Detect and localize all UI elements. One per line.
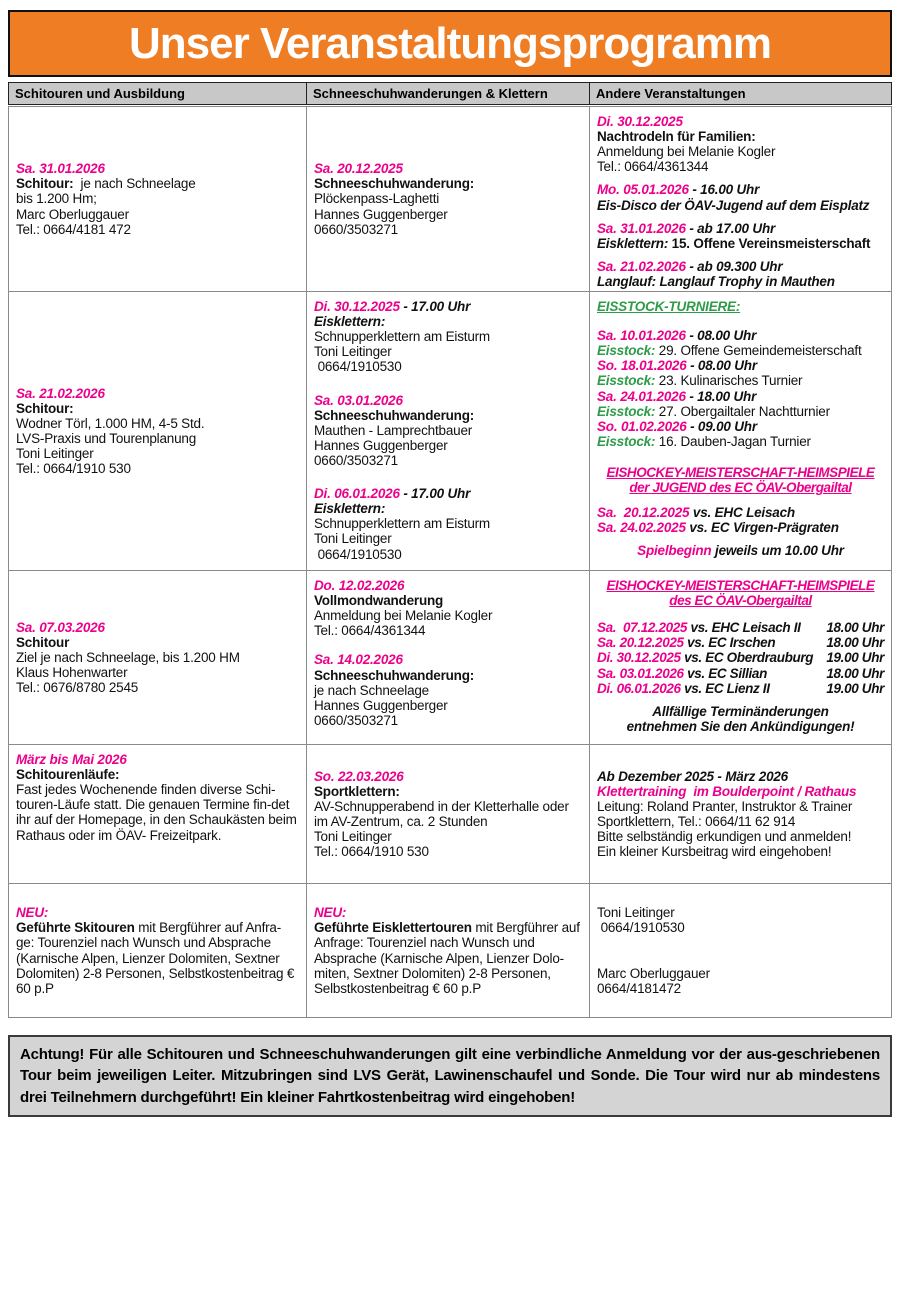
text-line [314,799,582,829]
text-line [314,423,582,438]
text-line [16,635,299,650]
column-header-andere: Andere Veranstaltungen [590,83,891,104]
text-run: Tel.: 0664/1910 530 [16,461,131,477]
text-line [314,920,582,996]
text-block [597,578,884,608]
text-block [597,182,884,212]
text-run: Anmeldung bei Melanie Kogler [597,144,776,160]
text-line [314,668,582,683]
text-block [314,578,582,638]
text-run: Toni Leitinger [314,829,392,845]
text-run: Nachtrodeln für Familien: [597,129,756,145]
text-block [314,652,582,728]
text-run: Schitour: [16,176,74,192]
text-line [16,650,299,665]
text-run: Leitung: Roland Pranter, Instruktor & Trainer [597,798,853,814]
text-line [597,419,884,434]
cell-eishockey-heimspiele [590,571,891,744]
text-run: Tel.: 0676/8780 2545 [16,680,139,696]
text-line [597,328,884,343]
text-block [597,221,884,251]
text-line [16,401,299,416]
text-run: vs. EHC Leisach [689,505,795,521]
text-block [597,769,884,860]
text-line [16,752,299,767]
text-run: 18.00 Uhr [826,635,884,651]
text-line [314,713,582,728]
text-line [597,198,884,213]
text-run: Eisstock: [597,343,656,359]
text-run: Sa. 10.01.2026 [597,328,686,344]
text-line [314,486,582,501]
text-run: Vollmondwanderung [314,593,444,609]
text-line [597,966,884,981]
text-run: Di. 06.01.2026 [314,486,400,502]
text-run: 27. Obergailtaler Nachtturnier [655,403,830,419]
text-line [16,920,299,996]
text-run: 0664/1910530 [314,359,402,375]
text-run: Tel.: 0664/4361344 [597,159,709,175]
text-line [597,274,884,289]
text-line [314,516,582,531]
text-block [597,543,884,558]
text-line [597,182,884,197]
page-title-banner [8,10,892,77]
text-run: EISHOCKEY-MEISTERSCHAFT-HEIMSPIELE [606,578,875,593]
text-run: Tel.: 0664/1910 530 [314,844,429,860]
text-run: Di. 30.12.2025 [597,114,683,129]
text-run: 18.00 Uhr [826,665,884,681]
text-run: Ziel je nach Schneelage, bis 1.200 HM [16,649,240,665]
text-line [597,114,884,129]
text-line [597,784,884,799]
text-run: Eisklettern: [314,314,386,330]
notice-box [8,1035,892,1117]
cell-neu-eisklettertouren [307,884,589,1017]
text-line [597,404,884,419]
text-line [314,593,582,608]
text-run: - 18.00 Uhr [685,388,757,404]
text-run: je nach Schneelage [314,682,429,698]
text-line [597,635,884,650]
text-line [314,344,582,359]
text-run: 16. Dauben-Jagan Turnier [655,433,811,449]
text-line [16,767,299,782]
text-run: vs. EC Virgen-Prägraten [685,520,839,536]
text-line [597,593,884,608]
text-block [597,505,884,535]
text-run: Anmeldung bei Melanie Kogler [314,608,493,624]
text-run: Bitte selbständig erkundigen und anmelden! [597,829,852,845]
text-block [314,161,582,237]
text-line [314,531,582,546]
text-run: So. 18.01.2026 [597,358,687,374]
text-run: Schitour [16,634,70,650]
text-line [597,505,884,520]
text-run: EISHOCKEY-MEISTERSCHAFT-HEIMSPIELE [606,464,875,480]
text-run: Hannes Guggenberger [314,206,448,222]
text-line [597,259,884,274]
text-run: Eisstock: [597,373,656,389]
text-line [314,578,582,593]
text-line [16,680,299,695]
cell-schneeschuh-20-12 [307,107,589,291]
text-run: Marc Oberluggauer [16,206,129,222]
text-run: Sportklettern: [314,783,400,799]
text-run: LVS-Praxis und Tourenplanung [16,431,197,446]
text-run: Toni Leitinger [597,905,675,921]
text-run: Di. 30.12.2025 [597,650,681,666]
text-block [16,386,299,477]
text-run: 0664/1910530 [314,546,402,562]
text-run: Ein kleiner Kursbeitrag wird eingehoben! [597,844,832,860]
text-run: 0664/4181472 [597,980,681,996]
text-run: - ab 17.00 Uhr [685,220,776,236]
text-run: - 08.00 Uhr [685,328,757,344]
text-line [314,438,582,453]
text-run: Sa. 07.03.2026 [16,619,105,635]
text-run: Marc Oberluggauer [597,965,710,981]
text-line [597,650,884,665]
text-line [16,905,299,920]
text-run: AV-Schnupperabend in der Kletterhalle oder im AV-Zentrum, ca. 2 Stunden [314,798,573,829]
text-line [597,799,884,814]
text-run: Eisklettern: [314,501,386,517]
text-run: Sa. 24.02.2025 [597,520,686,536]
text-run: Eisklettern: [597,235,669,251]
text-run: - 09.00 Uhr [686,418,757,434]
text-line [314,161,582,176]
cell-kontakte [590,884,891,1017]
text-block [314,905,582,996]
text-run: - 17.00 Uhr [399,299,471,314]
text-line [314,191,582,206]
text-run: Sa. 07.12.2025 [597,620,688,636]
text-run: So. 22.03.2026 [314,768,404,784]
text-run: Di. 06.01.2026 [597,680,681,696]
text-line [314,408,582,423]
text-run: - 16.00 Uhr [688,182,760,198]
text-line [597,704,884,719]
cell-andere-termine [590,107,891,291]
text-run: - 17.00 Uhr [399,486,471,502]
program-table [8,106,892,1018]
text-run: Tel.: 0664/4181 472 [16,221,131,237]
table-header-row [8,82,892,105]
text-run: Hannes Guggenberger [314,697,448,713]
text-line [597,236,884,251]
text-block [16,752,299,843]
text-line [16,446,299,461]
text-line [314,207,582,222]
text-run: Sa. 20.12.2025 [314,161,403,177]
text-line [597,905,884,920]
text-line [597,769,884,784]
text-run: Eisstock: [597,403,656,419]
text-line [314,829,582,844]
text-run: Spielbeginn [637,543,712,559]
text-run: Ab Dezember 2025 - März 2026 [597,768,788,784]
text-line [597,719,884,734]
column-header-schneeschuh: Schneeschuhwanderungen & Klettern [307,83,589,104]
text-block [314,769,582,860]
text-run: So. 01.02.2026 [597,418,687,434]
text-line [597,480,884,495]
page-title: Unser Veranstaltungsprogramm [129,18,771,68]
text-run: NEU: [314,905,347,921]
text-line [16,386,299,401]
text-run: Sa. 20.12.2025 [597,505,690,521]
cell-schitour-21-02 [9,292,306,570]
text-line [597,666,884,681]
text-run: Sa. 14.02.2026 [314,652,403,668]
text-line [597,981,884,996]
text-line [314,453,582,468]
text-block [597,114,884,174]
text-line [314,359,582,374]
text-run: Plöckenpass-Laghetti [314,191,440,207]
text-run: EISSTOCK-TURNIERE: [597,299,741,314]
text-run: Sa. 21.02.2026 [16,385,105,401]
text-line [314,698,582,713]
text-block [16,161,299,237]
text-line [16,191,299,206]
text-run: Klettertraining im Boulderpoint / Rathaus [597,783,857,799]
column-header-schitouren: Schitouren und Ausbildung [9,83,306,104]
text-line [314,623,582,638]
text-line [597,159,884,174]
text-line [314,683,582,698]
text-line [314,299,582,314]
text-line [597,578,884,593]
text-run: Allfällige Terminänderungen [652,703,829,719]
text-run: Schneeschuhwanderung: [314,667,475,683]
text-run: März bis Mai 2026 [16,752,127,767]
text-block [314,299,582,375]
text-line [16,461,299,476]
text-run: 18.00 Uhr [826,620,884,636]
text-run: Schitour: [16,400,74,416]
text-line [597,681,884,696]
text-run: Di. 30.12.2025 [314,299,400,314]
text-run: Klaus Hohenwarter [16,665,128,681]
text-run: Hannes Guggenberger [314,437,448,453]
text-run: Sa. 31.01.2026 [16,161,105,177]
text-run: Schneeschuhwanderung: [314,176,475,192]
cell-schitourenlaeufe [9,745,306,883]
text-run: - 08.00 Uhr [686,358,757,374]
text-run: 23. Kulinarisches Turnier [655,373,803,389]
text-block [597,966,884,996]
text-line [597,543,884,558]
text-run: - ab 09.300 Uhr [685,258,783,274]
text-line [314,176,582,191]
text-line [314,784,582,799]
text-block [16,905,299,996]
text-run: Toni Leitinger [314,344,392,360]
text-run: Do. 12.02.2026 [314,578,405,593]
text-run: entnehmen Sie den Ankündigungen! [626,718,855,734]
text-line [597,620,884,635]
text-run: 19.00 Uhr [826,680,884,696]
text-run: 0660/3503271 [314,712,398,728]
text-run: Eis-Disco der ÖAV-Jugend auf dem Eisplatz [597,197,870,213]
text-run: Sa. 20.12.2025 [597,635,684,651]
text-block [314,486,582,562]
text-line [597,920,884,935]
text-line [16,665,299,680]
text-line [16,782,299,842]
text-run: Sa. 03.01.2026 [597,665,684,681]
text-line [314,769,582,784]
text-line [16,176,299,191]
cell-klettertraining [590,745,891,883]
text-run: Tel.: 0664/4361344 [314,623,426,639]
text-run: des EC ÖAV-Obergailtal [669,593,812,609]
text-run: vs. EC Oberdrauburg [680,650,814,666]
text-line [16,161,299,176]
text-line [597,299,884,314]
text-line [314,393,582,408]
text-block [314,393,582,469]
text-run: mit Bergführer auf Anfrage: Tourenziel nach Wunsch und Absprache (Karnische Alpen, Lienzer Dolo-miten, Sextner Dolomiten) 2-8 Personen, Selbstkostenbeitrag € 60 p.P [314,920,583,996]
text-run: Schneeschuhwanderung: [314,407,475,423]
text-run: Sa. 03.01.2026 [314,392,403,408]
text-block [597,259,884,289]
text-line [314,608,582,623]
text-line [597,814,884,829]
text-line [314,222,582,237]
text-run: vs. EC Irschen [683,635,776,651]
text-block [16,620,299,696]
text-line [597,389,884,404]
text-run: Mauthen - Lamprechtbauer [314,422,473,438]
cell-eisstock-turniere [590,292,891,570]
text-line [314,844,582,859]
cell-eisklettern-schneeschuh [307,292,589,570]
text-run: der JUGEND des EC ÖAV-Obergailtal [629,480,852,496]
text-run: Sa. 21.02.2026 [597,258,686,274]
text-run: vs. EC Lienz II [680,680,770,696]
cell-schitour-31-01 [9,107,306,291]
text-line [16,620,299,635]
text-line [597,434,884,449]
text-line [16,222,299,237]
text-line [597,520,884,535]
cell-neu-skitouren [9,884,306,1017]
text-run: Langlauf: Langlauf Trophy in Mauthen [597,273,835,289]
text-block [597,465,884,495]
cell-schitour-07-03 [9,571,306,744]
text-run: Toni Leitinger [314,531,392,547]
text-line [314,501,582,516]
text-line [16,207,299,222]
text-run: je nach Schneelage [73,176,196,192]
text-run: Wodner Törl, 1.000 HM, 4-5 Std. [16,415,205,431]
text-line [314,314,582,329]
text-run: Schitourenläufe: [16,767,120,783]
text-line [597,144,884,159]
text-run: Schnupperklettern am Eisturm [314,329,490,345]
text-line [597,829,884,844]
text-run: 0660/3503271 [314,221,398,237]
text-line [314,329,582,344]
text-run: 19.00 Uhr [826,650,884,666]
text-run: Fast jedes Wochenende finden diverse Schi-touren-Läufe statt. Die genauen Termine fin-det ihr auf der Homepage, in den Schaukästen beim Rathaus oder im ÖAV- Freizeitpark. [16,782,301,843]
cell-sportklettern [307,745,589,883]
text-run: 0664/1910530 [597,920,685,936]
text-run: mit Bergführer auf Anfra-ge: Tourenziel nach Wunsch und Absprache (Karnische Alpen, Lienzer Dolomiten, Sextner Dolomiten) 2-8 Personen, Selbstkostenbeitrag € 60 p.P [16,920,298,996]
text-run: 29. Offene Gemeindemeisterschaft [655,343,862,359]
text-block [597,620,884,696]
text-line [597,129,884,144]
cell-vollmond-schneeschuh [307,571,589,744]
text-run: Schnupperklettern am Eisturm [314,516,490,532]
text-run: Geführte Eisklettertouren [314,920,472,936]
text-run: Geführte Skitouren [16,920,135,936]
text-line [314,547,582,562]
text-line [16,431,299,446]
text-line [597,221,884,236]
text-run: vs. EHC Leisach II [687,620,801,636]
text-run: Sportklettern, Tel.: 0664/11 62 914 [597,814,796,829]
text-line [597,358,884,373]
text-run: NEU: [16,905,49,921]
text-run: bis 1.200 Hm; [16,191,97,207]
text-run: vs. EC Sillian [683,665,767,681]
text-run: Sa. 24.01.2026 [597,388,686,404]
text-block [597,299,884,314]
text-block [597,905,884,935]
text-run: Eisstock: [597,433,656,449]
text-run: Toni Leitinger [16,446,94,462]
text-run: 15. Offene Vereinsmeisterschaft [668,235,871,251]
text-line [16,416,299,431]
text-line [597,465,884,480]
text-run: jeweils um 10.00 Uhr [711,543,844,559]
text-line [314,652,582,667]
text-block [597,328,884,449]
text-block [597,704,884,734]
text-line [597,373,884,388]
text-run: Mo. 05.01.2026 [597,182,689,198]
notice-text: Achtung! Für alle Schitouren und Schneeschuhwanderungen gilt eine verbindliche Anmeldung vor der aus-geschriebenen Tour beim jeweiligen Leiter. Mitzubringen sind LVS Gerät, Lawinenschaufel und Sonde. Die Tour wird nur ab mindestens drei Teilnehmern durchgeführt! Ein kleiner Fahrtkostenbeitrag wird eingehoben! [20,1046,880,1106]
text-run: 0660/3503271 [314,452,398,468]
text-line [597,844,884,859]
text-line [597,343,884,358]
text-line [314,905,582,920]
text-run: Sa. 31.01.2026 [597,220,686,236]
